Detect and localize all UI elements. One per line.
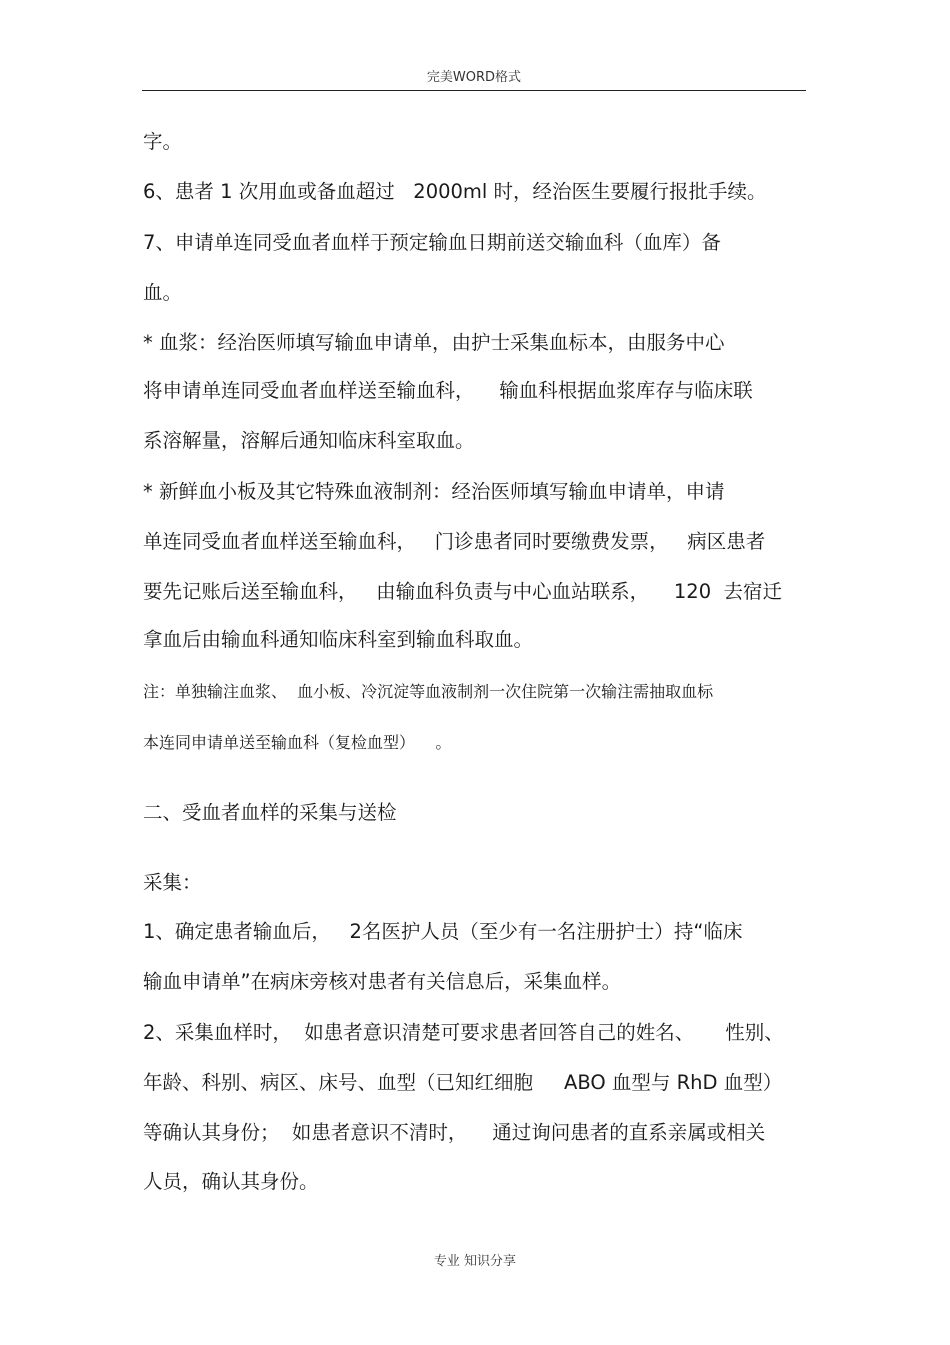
page-footer: 专业 知识分享 xyxy=(433,1254,517,1269)
body-line: 字。 xyxy=(143,130,183,153)
body-line: * 新鲜血小板及其它特殊血液制剂：经治医师填写输血申请单，申请 xyxy=(143,480,725,503)
body-line: * 血浆：经治医师填写输血申请单，由护士采集血标本，由服务中心 xyxy=(143,331,725,354)
body-line: 要先记账后送至输血科， 由输血科负责与中心血站联系， 120 去宿迁 xyxy=(143,580,783,603)
body-line: 单连同受血者血样送至输血科， 门诊患者同时要缴费发票， 病区患者 xyxy=(143,530,766,553)
body-line: 输血申请单”在病床旁核对患者有关信息后，采集血样。 xyxy=(143,970,622,993)
body-line: 采集： xyxy=(143,871,202,894)
header-divider xyxy=(142,90,806,91)
body-line: 拿血后由输血科通知临床科室到输血科取血。 xyxy=(143,628,534,651)
body-line: 人员，确认其身份。 xyxy=(143,1170,319,1193)
body-line: 血。 xyxy=(143,281,183,304)
body-line: 2、采集血样时， 如患者意识清楚可要求患者回答自己的姓名、 性别、 xyxy=(143,1021,784,1044)
body-line: 将申请单连同受血者血样送至输血科， 输血科根据血浆库存与临床联 xyxy=(143,379,753,402)
body-line: 6、患者 1 次用血或备血超过 2000ml 时，经治医生要履行报批手续。 xyxy=(143,180,767,203)
section-heading: 二、受血者血样的采集与送检 xyxy=(143,801,397,824)
body-line: 7、申请单连同受血者血样于预定输血日期前送交输血科（血库）备 xyxy=(143,231,721,254)
note-line: 本连同申请单送至输血科（复检血型） 。 xyxy=(143,733,452,752)
body-line: 年龄、科别、病区、床号、血型（已知红细胞 ABO 血型与 RhD 血型） xyxy=(143,1071,783,1094)
page-header: 完美WORD格式 xyxy=(426,70,522,85)
body-line: 系溶解量，溶解后通知临床科室取血。 xyxy=(143,429,475,452)
body-line: 等确认其身份； 如患者意识不清时， 通过询问患者的直系亲属或相关 xyxy=(143,1121,766,1144)
body-line: 1、确定患者输血后， 2名医护人员（至少有一名注册护士）持“临床 xyxy=(143,920,743,943)
note-line: 注：单独输注血浆、 血小板、冷沉淀等血液制剂一次住院第一次输注需抽取血标 xyxy=(143,682,714,701)
